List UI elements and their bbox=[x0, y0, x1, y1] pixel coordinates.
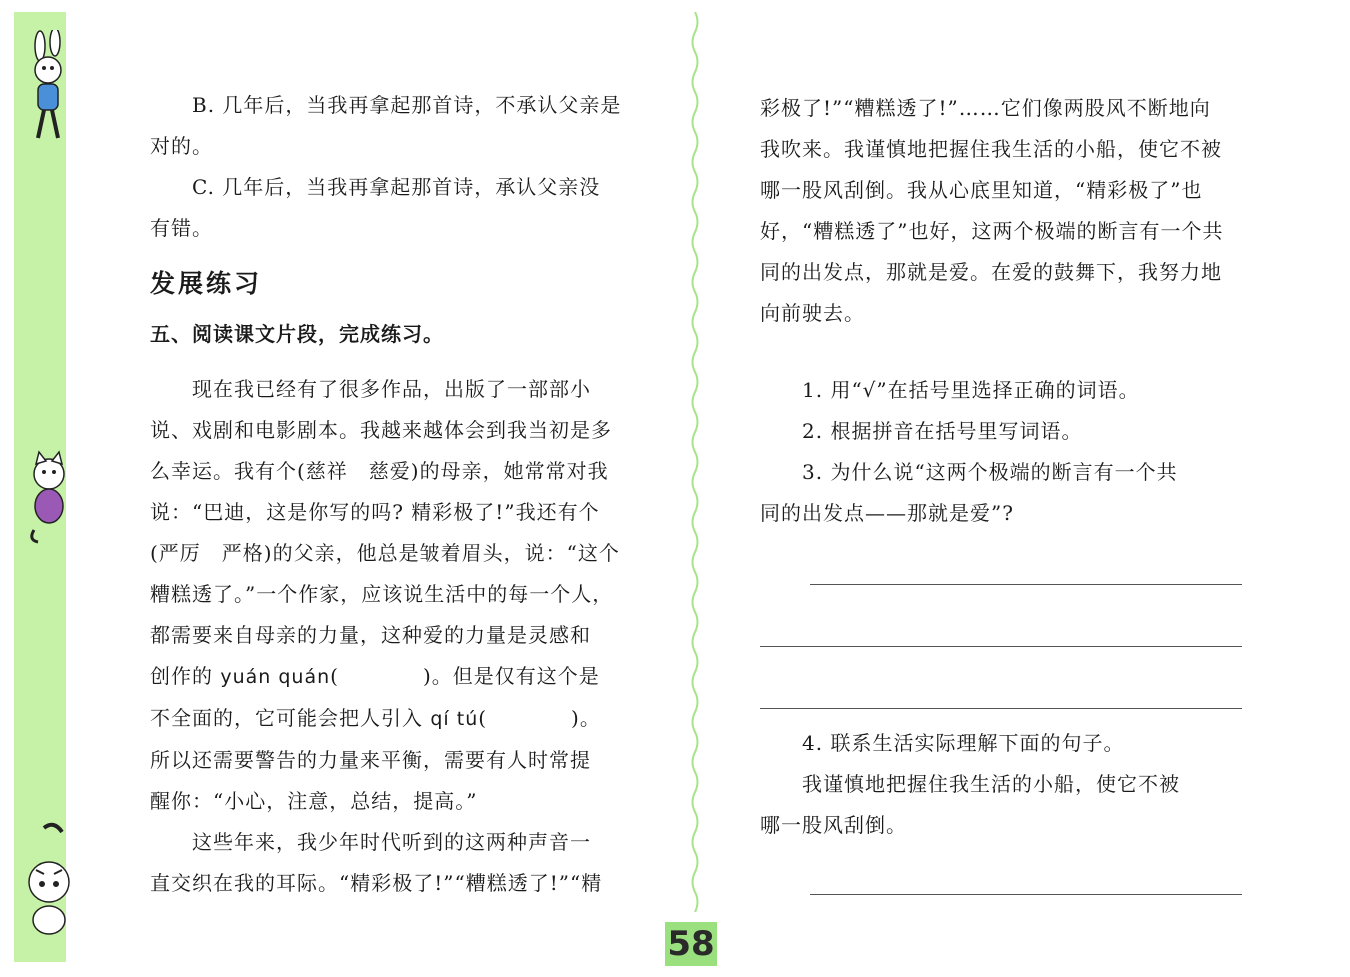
question-1: 1. 用“√”在括号里选择正确的词语。 bbox=[802, 378, 1140, 402]
spacer bbox=[760, 334, 1242, 370]
exercise-title: 五、阅读课文片段，完成练习。 bbox=[150, 322, 444, 346]
center-wave-divider bbox=[688, 12, 702, 912]
passage-line: 哪一股风刮倒。我从心底里知道，“精彩极了”也 bbox=[760, 178, 1203, 202]
passage-line-pinyin-2: 不全面的，它可能会把人引入 qí tú( )。 bbox=[150, 706, 601, 730]
answer-blank-1[interactable]: ( )。但是仅有这个是 bbox=[330, 664, 600, 688]
passage-line-pinyin-1: 创作的 yuán quán( )。但是仅有这个是 bbox=[150, 664, 600, 688]
pinyin-yuan-quan: yuán quán bbox=[220, 666, 331, 688]
option-b-line2: 对的。 bbox=[150, 134, 213, 158]
passage-line: 直交织在我的耳际。“精彩极了!”“糟糕透了!”“精 bbox=[150, 871, 603, 895]
page-number: 58 bbox=[665, 922, 717, 966]
passage-line: 说、戏剧和电影剧本。我越来越体会到我当初是多 bbox=[150, 418, 612, 442]
passage-line: 同的出发点，那就是爱。在爱的鼓舞下，我努力地 bbox=[760, 260, 1222, 284]
rabbit-mascot-icon bbox=[24, 30, 72, 145]
question-2: 2. 根据拼音在括号里写词语。 bbox=[802, 419, 1083, 443]
passage-line: 这些年来，我少年时代听到的这两种声音一 bbox=[192, 830, 591, 854]
pinyin-qi-tu: qí tú bbox=[430, 708, 479, 730]
passage-line: 都需要来自母亲的力量，这种爱的力量是灵感和 bbox=[150, 623, 591, 647]
passage-line: 糟糕透了。”一个作家，应该说生活中的每一个人， bbox=[150, 582, 614, 606]
left-decorative-strip bbox=[14, 12, 66, 962]
option-c-line1: C. 几年后，当我再拿起那首诗，承认父亲没 bbox=[192, 175, 601, 199]
passage-line: 我吹来。我谨慎地把握住我生活的小船，使它不被 bbox=[760, 137, 1222, 161]
right-column bbox=[760, 88, 1242, 895]
passage-line: 么幸运。我有个(慈祥 慈爱)的母亲，她常常对我 bbox=[150, 459, 609, 483]
option-b-line1: B. 几年后，当我再拿起那首诗，不承认父亲是 bbox=[192, 93, 622, 117]
passage-line: 说：“巴迪，这是你写的吗? 精彩极了!”我还有个 bbox=[150, 500, 600, 524]
answer-blank-2[interactable]: ( )。 bbox=[478, 706, 601, 730]
section-heading: 发展练习 bbox=[150, 269, 263, 298]
question-4-sentence-line1: 我谨慎地把握住我生活的小船，使它不被 bbox=[802, 772, 1180, 796]
option-c-line2: 有错。 bbox=[150, 216, 213, 240]
left-column bbox=[150, 85, 632, 904]
answer-line[interactable] bbox=[810, 894, 1242, 895]
passage-line: 现在我已经有了很多作品，出版了一部部小 bbox=[192, 377, 591, 401]
passage-line: 向前驶去。 bbox=[760, 301, 865, 325]
tiger-mascot-icon bbox=[24, 820, 74, 940]
question-4-sentence-line2: 哪一股风刮倒。 bbox=[760, 813, 907, 837]
passage-line: (严厉 严格)的父亲，他总是皱着眉头，说：“这个 bbox=[150, 541, 620, 565]
passage-line: 醒你：“小心，注意，总结，提高。” bbox=[150, 789, 478, 813]
passage-line: 好，“糟糕透了”也好，这两个极端的断言有一个共 bbox=[760, 219, 1224, 243]
question-4: 4. 联系生活实际理解下面的句子。 bbox=[802, 731, 1125, 755]
passage-line: 所以还需要警告的力量来平衡，需要有人时常提 bbox=[150, 748, 591, 772]
question-3-line1: 3. 为什么说“这两个极端的断言有一个共 bbox=[802, 460, 1178, 484]
question-3-line2: 同的出发点——那就是爱”? bbox=[760, 501, 1014, 525]
cat-mascot-icon bbox=[24, 450, 74, 545]
passage-line: 彩极了!”“糟糕透了!”……它们像两股风不断地向 bbox=[760, 96, 1211, 120]
